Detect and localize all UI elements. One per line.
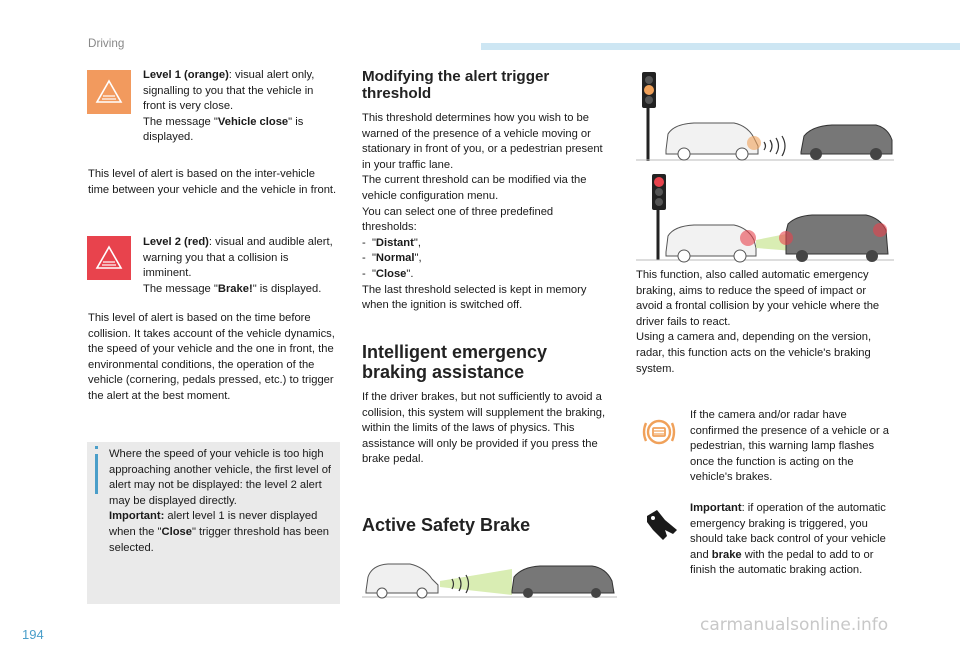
hand-pointing-icon	[643, 506, 681, 544]
heading-emergency-braking: Intelligent emergency braking assistance	[362, 342, 548, 382]
traffic-light-illustration-top	[636, 66, 894, 166]
important-text: Important: if operation of the automatic emergency braking is triggered, you should take back control of your vehicle and brake with the pedal to add to or finish the automatic braking action.	[690, 502, 886, 577]
emergency-braking-description: If the driver brakes, but not sufficiently to avoid a collision, this system will supplement the braking, within the limits of the laws of physics. This assistance will only be provided if you press the brake pedal.	[362, 391, 606, 466]
threshold-description: This threshold determines how you wish to be warned of the presence of a vehicle moving or stationary in front of you, or a pedestrian present in your traffic lane. The current threshold can be modified via the vehicle configuration menu. You can select one of three predefined thresholds: - "Distant", - "Normal", - "Close". The last threshold selected is kept in memory when the ignition is switched off.	[362, 112, 603, 312]
watermark: carmanualsonline.info	[700, 615, 889, 635]
level1-text: Level 1 (orange): visual alert only, signalling to you that the vehicle in front is very close. The message "Vehicle close" is displayed.	[143, 69, 315, 144]
level1-description: This level of alert is based on the inter-vehicle time between your vehicle and the vehicle in front.	[88, 168, 337, 196]
level2-description: This level of alert is based on the time before collision. It takes account of the vehicle dynamics, the speed of your vehicle and the one in front, the environmental conditions, the operation of the vehicle (cornering, pedals pressed, etc.) to trigger the alert at the best moment.	[88, 312, 335, 402]
info-note-text: Where the speed of your vehicle is too high approaching another vehicle, the first level of alert may not be displayed: the level 2 alert may be displayed directly. Important: alert level 1 is never displayed when the "Close" trigger threshold has been selected.	[109, 448, 332, 554]
page-number: 194	[22, 627, 44, 642]
section-title: Driving	[88, 37, 125, 50]
warning-triangle-icon	[87, 70, 131, 114]
header-bar	[481, 43, 960, 50]
heading-modify-threshold: Modifying the alert trigger threshold	[362, 68, 550, 102]
warning-lamp-text: If the camera and/or radar have confirmed the presence of a vehicle or a pedestrian, this warning lamp flashes once the function is acting on the vehicle's brakes.	[690, 409, 889, 484]
level2-text: Level 2 (red): visual and audible alert, warning you that a collision is imminent. The message "Brake!" is displayed.	[143, 236, 333, 295]
info-note	[87, 442, 340, 604]
car-illustration	[362, 555, 617, 601]
heading-active-safety-brake: Active Safety Brake	[362, 515, 531, 535]
traffic-light-illustration-bottom	[636, 170, 894, 265]
function-description: This function, also called automatic emergency braking, aims to reduce the speed of impact or avoid a frontal collision by your vehicle where the driver fails to react. Using a camera and, depending on the version, radar, this function acts on the vehicle's braking system.	[636, 269, 880, 375]
braking-warning-lamp-icon	[640, 413, 678, 451]
info-icon	[95, 446, 98, 449]
warning-triangle-icon	[87, 236, 131, 280]
